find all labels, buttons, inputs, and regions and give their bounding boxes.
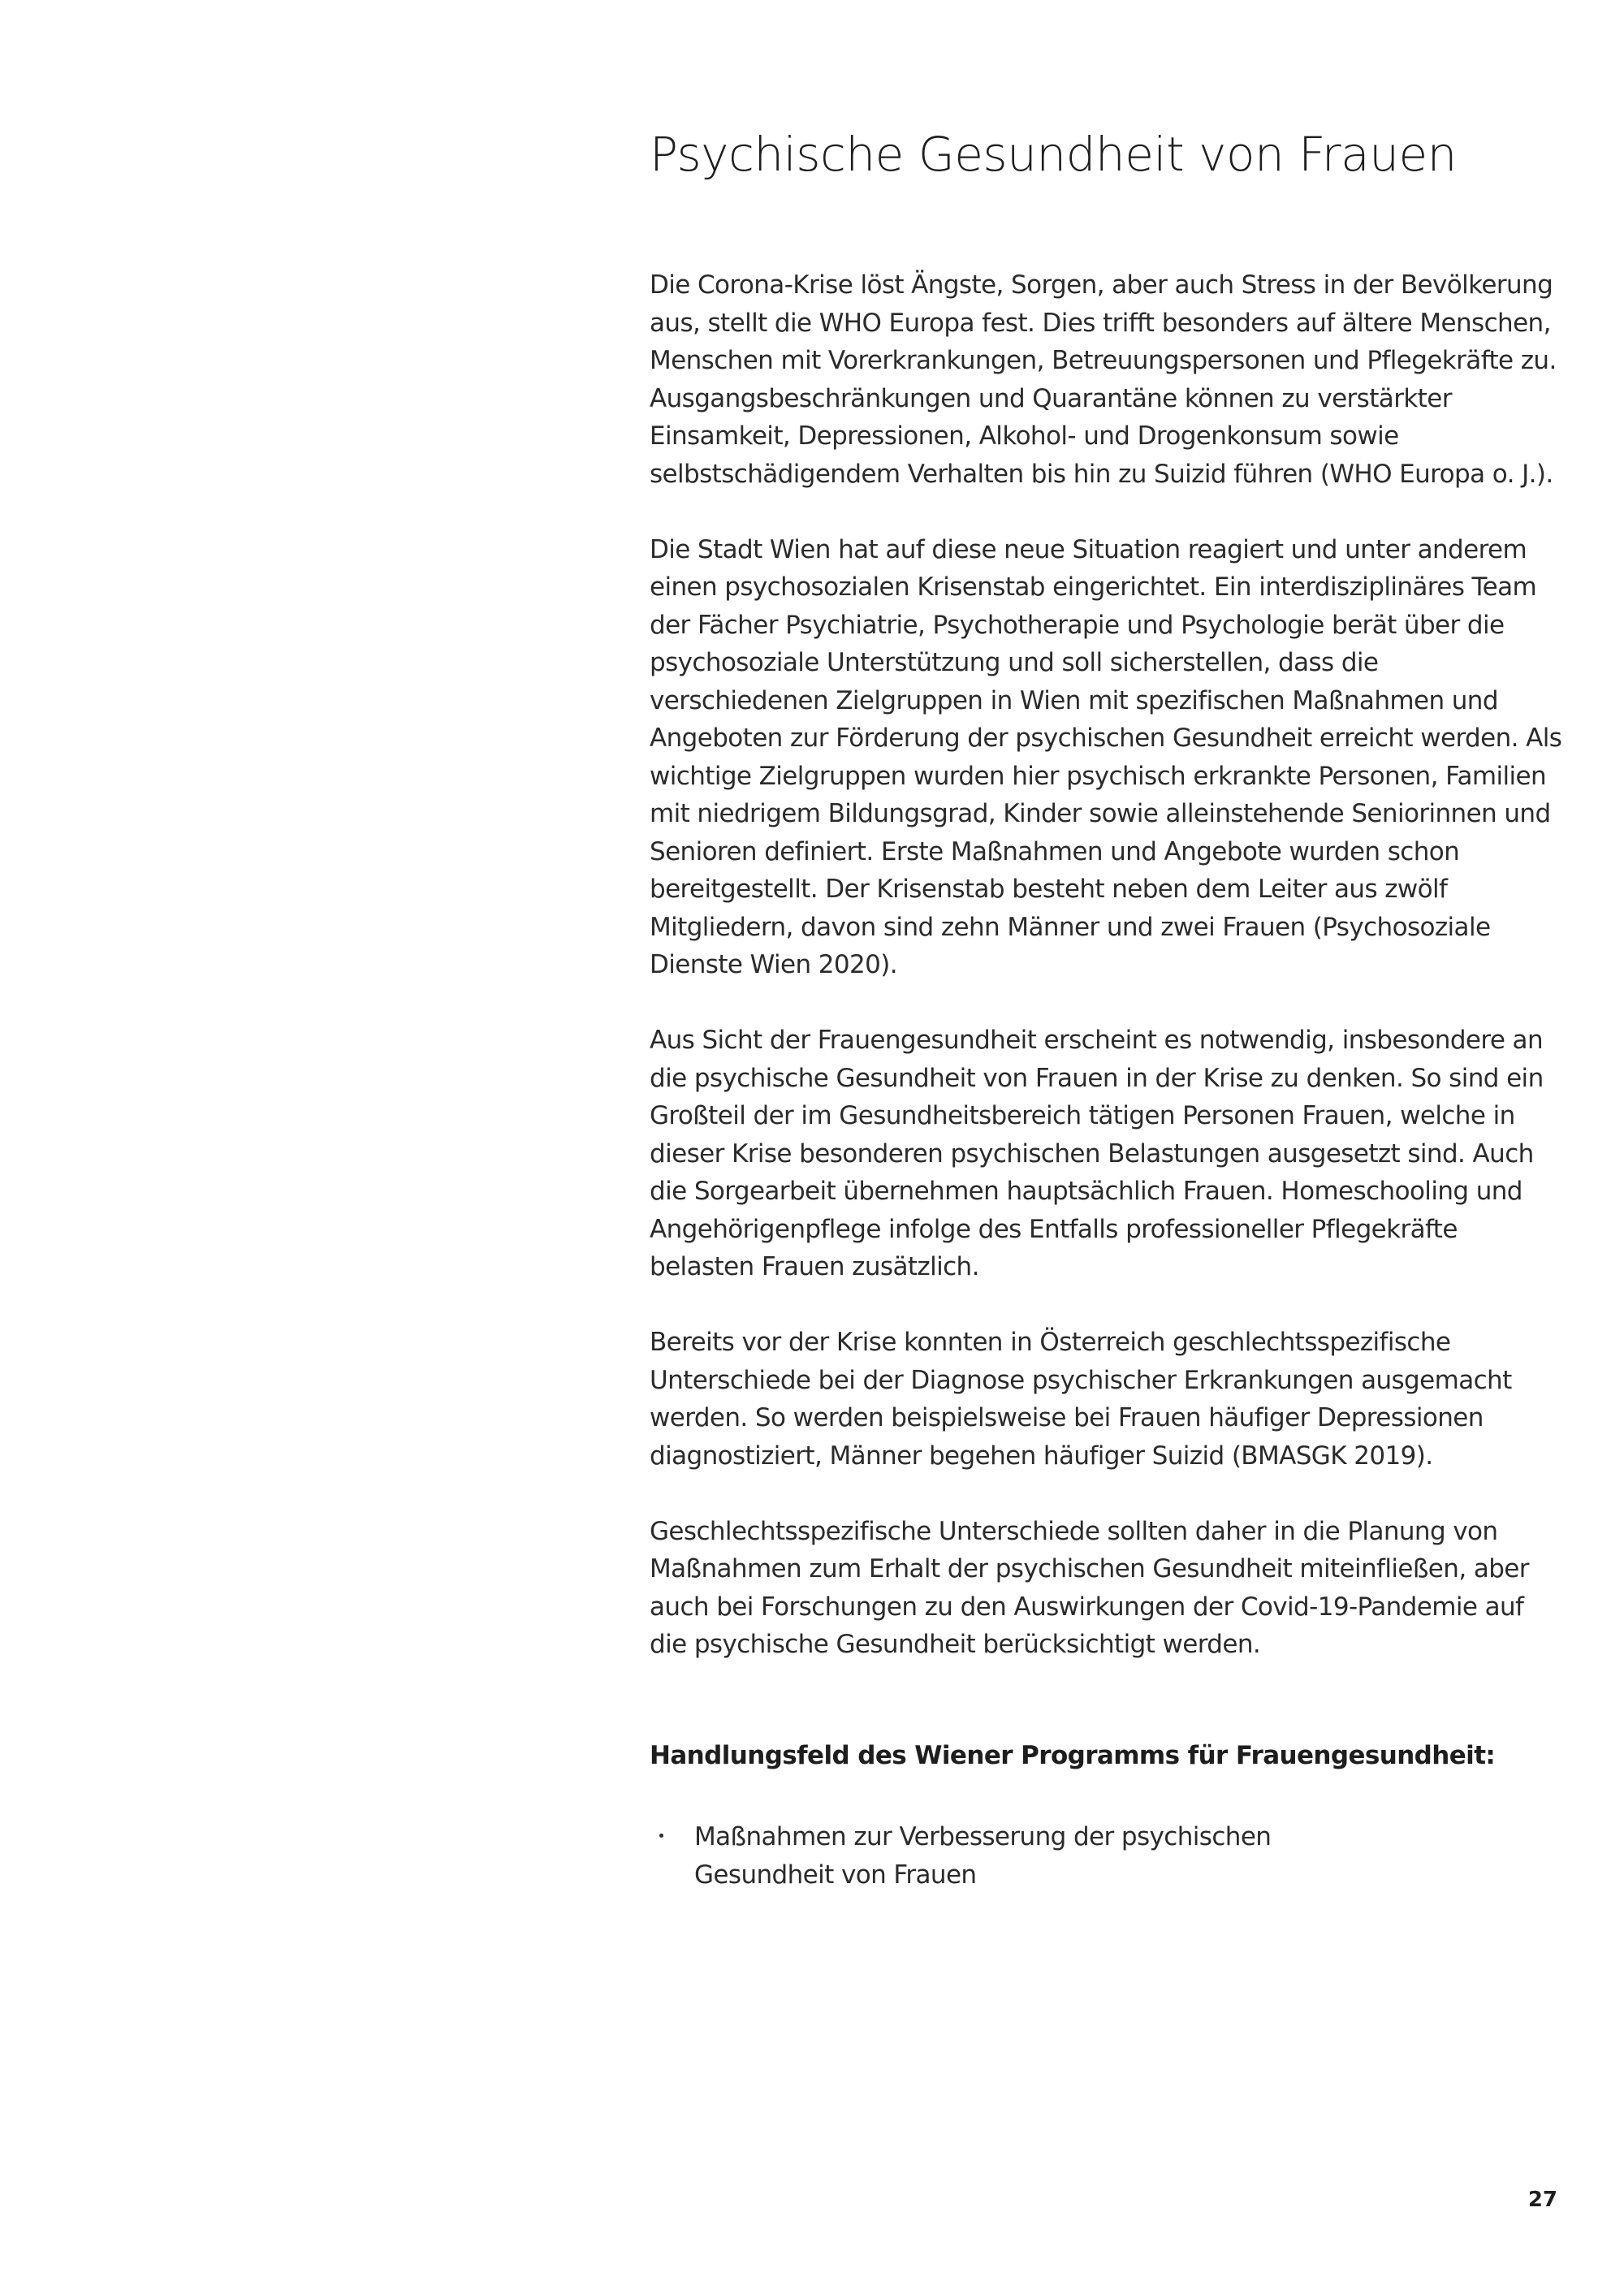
paragraph-4: Bereits vor der Krise konnten in Österreich geschlechtsspezifische Unterschiede bei der Diagnose psychischer Erkrankungen ausgemacht werden. So werden beispielsweise bei Frauen häufiger Depressionen diagnostiziert, Männer begehen häufiger Suizid (BMASGK 2019). [650, 1328, 1512, 1471]
body-text [650, 266, 1563, 1664]
paragraph-2: Die Stadt Wien hat auf diese neue Situation reagiert und unter anderem einen psychosozialen Krisenstab eingerichtet. Ein interdisziplinäres Team der Fächer Psychiatrie, Psychotherapie und Psychologie berät über die psychosoziale Unterstützung und soll sicherstellen, dass die verschiedenen Zielgruppen in Wien mit spezifischen Maßnahmen und Angeboten zur Förderung der psychischen Gesundheit erreicht werden. Als wichtige Zielgruppen wurden hier psychisch erkrankte Personen, Familien mit niedrigem Bildungsgrad, Kinder sowie alleinstehende Seniorinnen und Senioren definiert. Erste Maßnahmen und Angebote wurden schon bereitgestellt. Der Krisenstab besteht neben dem Leiter aus zwölf Mitgliedern, davon sind zehn Männer und zwei Frauen (Psychosoziale Dienste Wien 2020). [650, 534, 1562, 979]
page-number: 27 [1527, 2188, 1557, 2212]
action-field-heading: Handlungsfeld des Wiener Programms für Frauengesundheit: [650, 1740, 1496, 1770]
action-field-list [650, 1818, 1563, 1894]
list-item-text: Maßnahmen zur Verbesserung der psychischen Gesundheit von Frauen [694, 1822, 1272, 1890]
paragraph-3: Aus Sicht der Frauengesundheit erscheint es notwendig, insbesondere an die psychische Gesundheit von Frauen in der Krise zu denken. So sind ein Großteil der im Gesundheitsbereich tätigen Personen Frauen, welche in dieser Krise besonderen psychischen Belastungen ausgesetzt sind. Auch die Sorgearbeit übernehmen hauptsächlich Frauen. Homeschooling und Angehörigenpflege infolge des Entfalls professioneller Pflegekräfte belasten Frauen zusätzlich. [650, 1026, 1544, 1281]
page-title: Psychische Gesundheit von Frauen [650, 127, 1457, 182]
list-item [650, 1818, 1360, 1894]
text-column [650, 114, 1563, 1894]
bullet-icon [659, 1834, 663, 1838]
paragraph-5: Geschlechtsspezifische Unterschiede sollten daher in die Planung von Maßnahmen zum Erhalt der psychischen Gesundheit miteinfließen, aber auch bei Forschungen zu den Auswirkungen der Covid-19-Pandemie auf die psychische Gesundheit berücksichtigt werden. [650, 1516, 1529, 1659]
paragraph-1: Die Corona-Krise löst Ängste, Sorgen, aber auch Stress in der Bevölkerung aus, stellt die WHO Europa fest. Dies trifft besonders auf ältere Menschen, Menschen mit Vorerkrankungen, Betreuungspersonen und Pflegekräfte zu. Ausgangsbeschränkungen und Quarantäne können zu verstärkter Einsamkeit, Depressionen, Alkohol- und Drogenkonsum sowie selbstschädigendem Verhalten bis hin zu Suizid führen (WHO Europa o. J.). [650, 270, 1557, 489]
